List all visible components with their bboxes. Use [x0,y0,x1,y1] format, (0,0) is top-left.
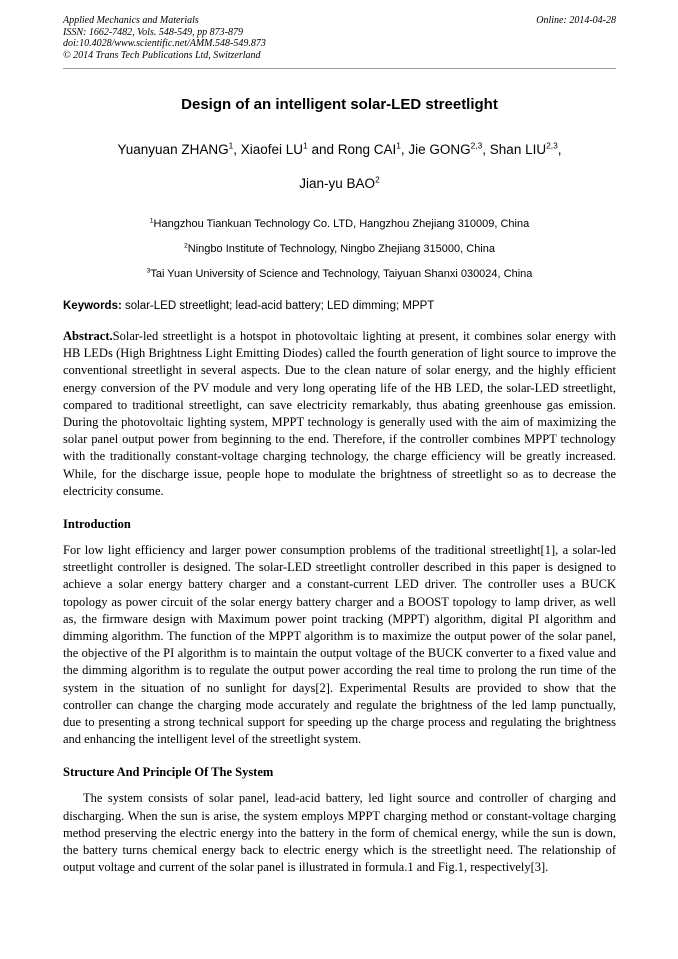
affiliation-superscript: 3 [146,267,151,275]
paper-title: Design of an intelligent solar-LED streetlight [181,96,498,113]
affiliation-3 [63,262,616,287]
keywords-text: solar-LED streetlight; lead-acid battery; LED dimming; MPPT [121,300,435,312]
author-affiliation-superscript: 2 [375,174,380,185]
authors-line-2 [63,176,616,191]
author-affiliation-superscript: 1 [303,140,308,151]
journal-doi-line: doi:10.4028/www.scientific.net/AMM.548-549.873 [63,38,266,49]
journal-name: Applied Mechanics and Materials [63,15,199,26]
author-name: Jian-yu BAO [299,176,376,191]
section-heading-introduction: Introduction [63,517,131,532]
journal-issn-line: ISSN: 1662-7482, Vols. 548-549, pp 873-879 [63,26,243,38]
keywords-label: Keywords: [63,300,122,312]
online-date: Online: 2014-04-28 [536,15,616,26]
author-affiliation-superscript: 1 [396,140,401,151]
abstract-text: Solar-led streetlight is a hotspot in photovoltaic lighting at present, it combines solar energy with HB LEDs (High Brightness Light Emitting Diodes) called the fourth generation of light source to improve the conventional streetlight in several aspects. Due to the clean nature of solar energy, and the highly efficient energy conversion of the PV module and very long operating life of the HB LED, the solar-LED streetlight, compared to traditional streetlight, can save electricity remarkably, thus abating greenhouse gas emission. During the photovoltaic lighting system, MPPT technology is generally used with the aim of maximizing the solar panel output power from beginning to the end. Therefore, if the controller combines MPPT technology with the traditionally constant-voltage charging technology, the charge efficiency will be greatly increased. While, for the discharge issue, people hope to modulate the brightness of streetlight so as to decrease the electricity consume. [63,329,616,498]
journal-info-block [63,15,266,61]
author-affiliation-superscript: 2,3 [546,140,558,151]
abstract-label: Abstract. [63,329,113,343]
author-name: , Shan LIU [482,142,547,157]
journal-copyright-line: © 2014 Trans Tech Publications Ltd, Switzerland [63,49,261,61]
author-name: and Rong CAI [307,142,397,157]
author-affiliation-superscript: 2,3 [470,140,483,151]
affiliation-2 [63,237,616,262]
structure-paragraph: The system consists of solar panel, lead-acid battery, led light source and controller of charging and discharging. When the sun is arise, the system employs MPPT charging method or constant-voltage charging method preserving the electric energy into the battery in the form of chemical energy, while the sun is down, the battery turns chemical energy back to electric energy which is the streetlight need. The relationship of output voltage and current of the solar panel is illustrated in formula.1 and Fig.1, respectively[3]. [63,791,616,875]
author-name: Yuanyuan ZHANG [117,142,229,157]
keywords-line [63,299,616,314]
authors-separator: , [557,142,562,157]
affiliation-text: Hangzhou Tiankuan Technology Co. LTD, Hangzhou Zhejiang 310009, China [153,218,530,230]
author-name: , Xiaofei LU [233,142,304,157]
section-heading-structure: Structure And Principle Of The System [63,765,274,780]
affiliation-superscript: 2 [184,242,188,250]
author-affiliation-superscript: 1 [228,140,234,151]
journal-header [63,15,616,69]
affiliation-1 [63,212,616,237]
author-name: , Jie GONG [400,142,471,157]
abstract-paragraph [63,328,616,500]
affiliation-superscript: 1 [149,217,154,225]
affiliation-text: Ningbo Institute of Technology, Ningbo Zhejiang 315000, China [187,243,495,255]
introduction-paragraph: For low light efficiency and larger power consumption problems of the traditional streetlight[1], a solar-led streetlight controller is designed. The solar-LED streetlight controller described in this paper is designed to achieve a solar energy battery charger and a constant-current LED driver. The controller uses a BUCK topology as power circuit of the solar energy battery charger and a BOOST topology to lamp driver, as well as, the firmware design with Maximum power point tracking (MPPT) algorithm, digital PI algorithm and dimming algorithm. The function of the MPPT algorithm is to maximize the output power of the solar panel, the objective of the PI algorithm is to maintain the output voltage of the BUCK converter to a fixed value and the dimming algorithm is to regulate the output power according the real time to prolong the run time of the system in the situation of no sunlight for days[2]. Experimental Results are provided to show that the controller can change the charging mode accurately and regulate the brightness of the led lamp punctually, due to presenting a strong technical support for speeding up the charge process and regulating the brightness and enhancing the intelligent level of the streetlight system. [63,543,616,747]
affiliations-block [63,212,616,287]
affiliation-text: Tai Yuan University of Science and Technology, Taiyuan Shanxi 030024, China [150,268,533,280]
authors-line-1 [63,142,616,157]
